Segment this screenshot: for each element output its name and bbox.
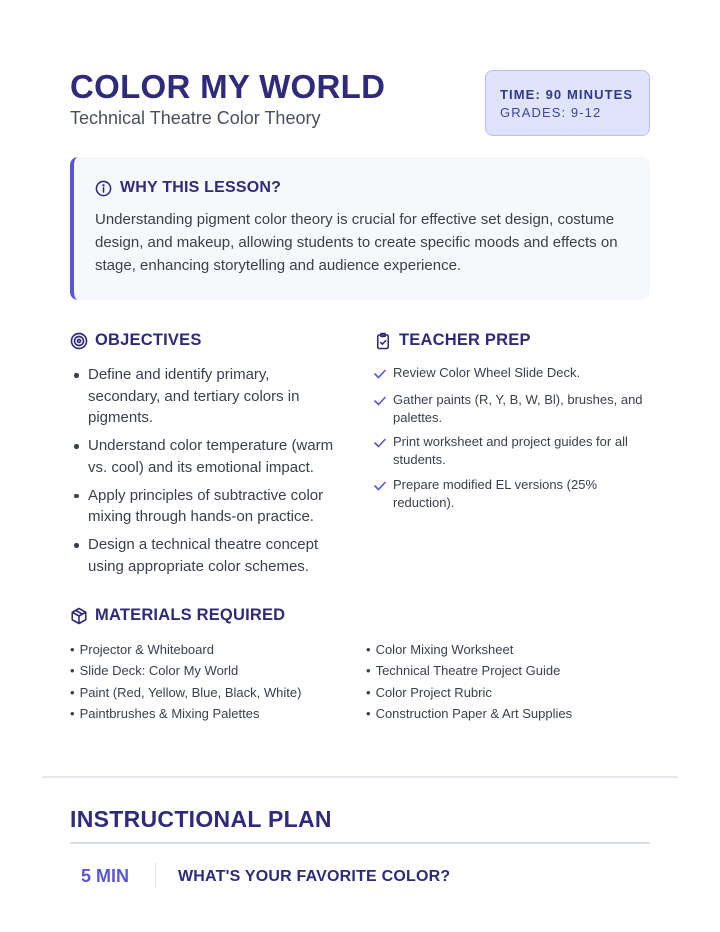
materials-list-right [366,639,572,724]
list-item: Design a technical theatre concept using appropriate color schemes. [70,534,345,577]
lesson-grades: GRADES: 9-12 [500,105,602,120]
list-item: • Color Mixing Worksheet [366,639,572,660]
materials-heading-text: MATERIALS REQUIRED [95,606,286,624]
teacher-prep-heading-text: TEACHER PREP [399,331,531,349]
checklist-item [374,433,654,469]
check-icon [374,391,393,427]
why-body-text: Understanding pigment color theory is crucial for effective set design, costume design, and makeup, allowing students to create specific moods and effects on stage, enhancing storytelling and audience experience. [95,211,618,274]
target-icon [70,332,88,350]
list-item: • Projector & Whiteboard [70,639,301,660]
why-heading-text: WHY THIS LESSON? [120,179,282,196]
checklist-item-text: Print worksheet and project guides for all students. [393,434,628,467]
check-icon [374,364,393,384]
lesson-meta-box [485,70,650,136]
list-item: • Technical Theatre Project Guide [366,660,572,681]
checklist-item-text: Prepare modified EL versions (25% reduction). [393,476,598,510]
materials-heading [70,606,285,625]
check-icon [374,476,393,512]
list-item: Apply principles of subtractive color mixing through hands-on practice. [70,485,345,528]
materials-list-left [70,639,301,724]
check-icon [374,433,393,469]
objectives-list [70,364,345,584]
clipboard-check-icon [374,332,392,350]
checklist-item-text: Review Color Wheel Slide Deck. [393,365,581,380]
teacher-prep-heading [374,331,531,350]
objectives-heading [70,331,202,350]
checklist-item [374,391,654,427]
teacher-prep-list [374,364,654,518]
section-divider [42,776,678,778]
why-this-lesson-callout [70,157,650,300]
box-icon [70,607,88,625]
step-time: 5 MIN [81,866,130,886]
lesson-time: TIME: 90 MINUTES [500,87,634,102]
list-item: • Color Project Rubric [366,682,572,703]
instructional-plan-heading: INSTRUCTIONAL PLAN [70,806,332,832]
page-title: COLOR MY WORLD [70,68,386,105]
list-item: • Slide Deck: Color My World [70,660,301,681]
list-item: Understand color temperature (warm vs. cool) and its emotional impact. [70,435,345,478]
list-item: • Paint (Red, Yellow, Blue, Black, White) [70,682,301,703]
list-item: • Paintbrushes & Mixing Palettes [70,703,301,724]
checklist-item-text: Gather paints (R, Y, B, W, Bl), brushes, and palettes. [393,391,643,425]
checklist-item [374,476,654,512]
list-item: Define and identify primary, secondary, and tertiary colors in pigments. [70,364,345,429]
page-subtitle: Technical Theatre Color Theory [70,108,321,128]
step-title: WHAT'S YOUR FAVORITE COLOR? [178,868,451,885]
why-heading [95,179,628,197]
info-circle-icon [95,180,112,197]
checklist-item [374,364,654,384]
objectives-heading-text: OBJECTIVES [95,331,202,349]
plan-heading-rule [70,842,650,844]
step-separator [155,862,156,888]
list-item: • Construction Paper & Art Supplies [366,703,572,724]
